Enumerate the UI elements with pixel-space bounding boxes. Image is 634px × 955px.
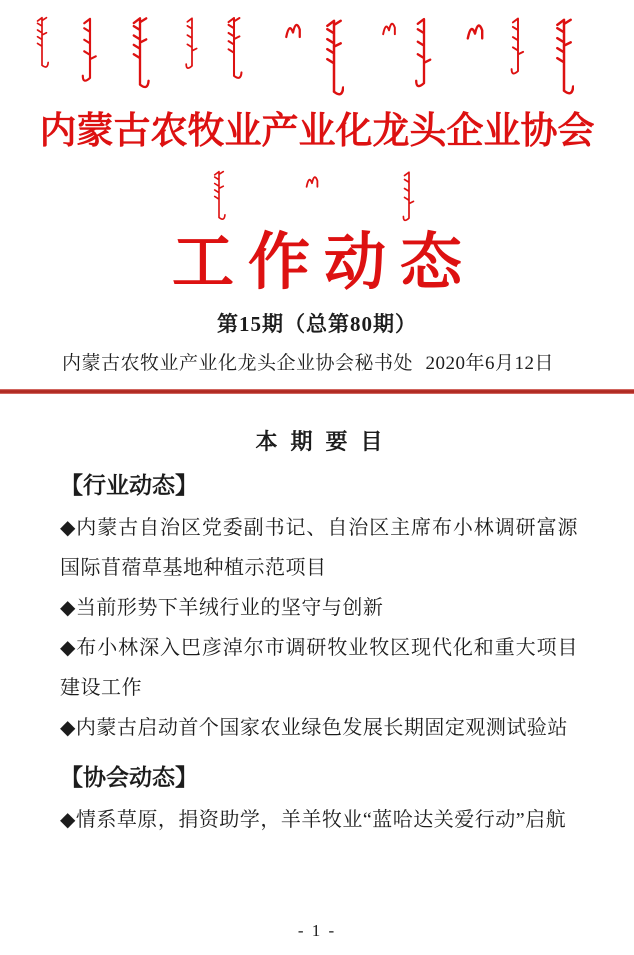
mongolian-script-banner-icon xyxy=(0,14,634,106)
publisher-name: 内蒙古农牧业产业化龙头企业协会秘书处 xyxy=(62,353,414,374)
toc-item: ◆内蒙古自治区党委副书记、自治区主席布小林调研富源国际苜蓿草基地种植示范项目 xyxy=(60,517,578,579)
divider-rule xyxy=(0,389,634,394)
publisher-row xyxy=(0,352,634,376)
toc-item: ◆当前形势下羊绒行业的坚守与创新 xyxy=(60,597,384,619)
toc-item: ◆内蒙古启动首个国家农业绿色发展长期固定观测试验站 xyxy=(60,717,568,739)
issue-number: 第15期（总第80期） xyxy=(217,312,417,336)
org-title: 内蒙古农牧业产业化龙头企业协会 xyxy=(39,111,595,152)
toc-heading: 本期要目 xyxy=(255,429,396,454)
page-number: - 1 - xyxy=(297,921,337,940)
mongolian-script-subtitle-icon xyxy=(167,168,467,226)
section-title-industry: 【行业动态】 xyxy=(60,472,198,498)
table-of-contents xyxy=(0,428,634,840)
publish-date: 2020年6月12日 xyxy=(425,353,554,374)
toc-item: ◆情系草原，捐资助学，羊羊牧业“蓝哈达关爱行动”启航 xyxy=(60,809,567,831)
toc-item: ◆布小林深入巴彦淖尔市调研牧业牧区现代化和重大项目建设工作 xyxy=(60,637,578,699)
section-title-association: 【协会动态】 xyxy=(60,764,198,790)
bulletin-title: 工作动态 xyxy=(171,229,476,297)
